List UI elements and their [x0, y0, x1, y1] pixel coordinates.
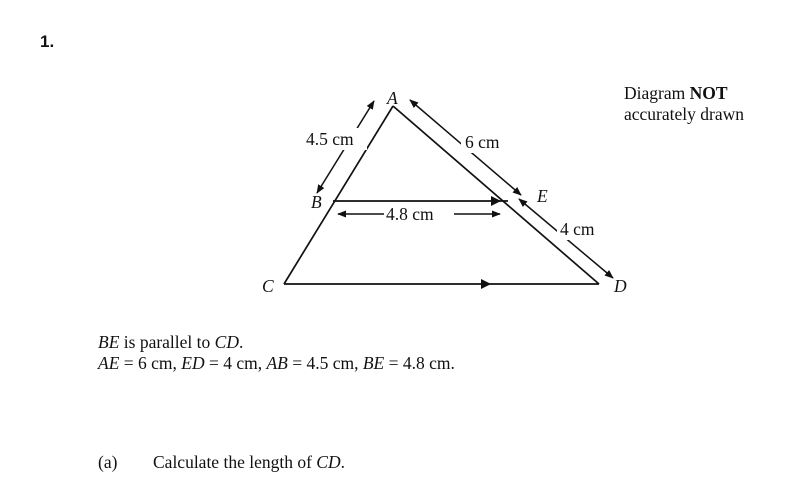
part-a-end: .: [340, 452, 345, 472]
measure-be: 4.8 cm: [386, 204, 434, 224]
question-number: 1.: [40, 32, 55, 51]
value-ab: = 4.5 cm,: [287, 353, 363, 373]
label-c: C: [262, 276, 274, 296]
measure-ae: 6 cm: [465, 132, 500, 152]
measure-ab: 4.5 cm: [306, 129, 354, 149]
label-e: E: [537, 186, 548, 206]
part-a: [98, 452, 345, 473]
part-a-text: Calculate the length of: [153, 452, 317, 472]
part-a-label: (a): [98, 452, 118, 472]
var-ab: AB: [266, 353, 288, 373]
label-d: D: [614, 276, 627, 296]
var-ae: AE: [98, 353, 120, 373]
var-be-2: BE: [362, 353, 385, 373]
label-b: B: [311, 192, 322, 212]
problem-statement: [98, 332, 455, 374]
measure-ed: 4 cm: [560, 219, 595, 239]
statement-text: is parallel to: [119, 332, 215, 352]
parallel-arrow-cd: [481, 279, 491, 289]
var-be: BE: [98, 332, 120, 352]
value-be: = 4.8 cm.: [384, 353, 455, 373]
part-a-var: CD: [316, 452, 341, 472]
var-cd: CD: [214, 332, 239, 352]
value-ae: = 6 cm,: [119, 353, 182, 373]
label-a: A: [387, 88, 398, 108]
statement-text: .: [238, 332, 244, 352]
note-text: Diagram: [624, 83, 686, 103]
var-ed: ED: [181, 353, 205, 373]
statement-line-1: [98, 332, 455, 353]
note-bold: NOT: [689, 83, 728, 103]
value-ed: = 4 cm,: [204, 353, 267, 373]
statement-line-2: [98, 353, 455, 374]
note-text-2: accurately drawn: [624, 104, 744, 124]
